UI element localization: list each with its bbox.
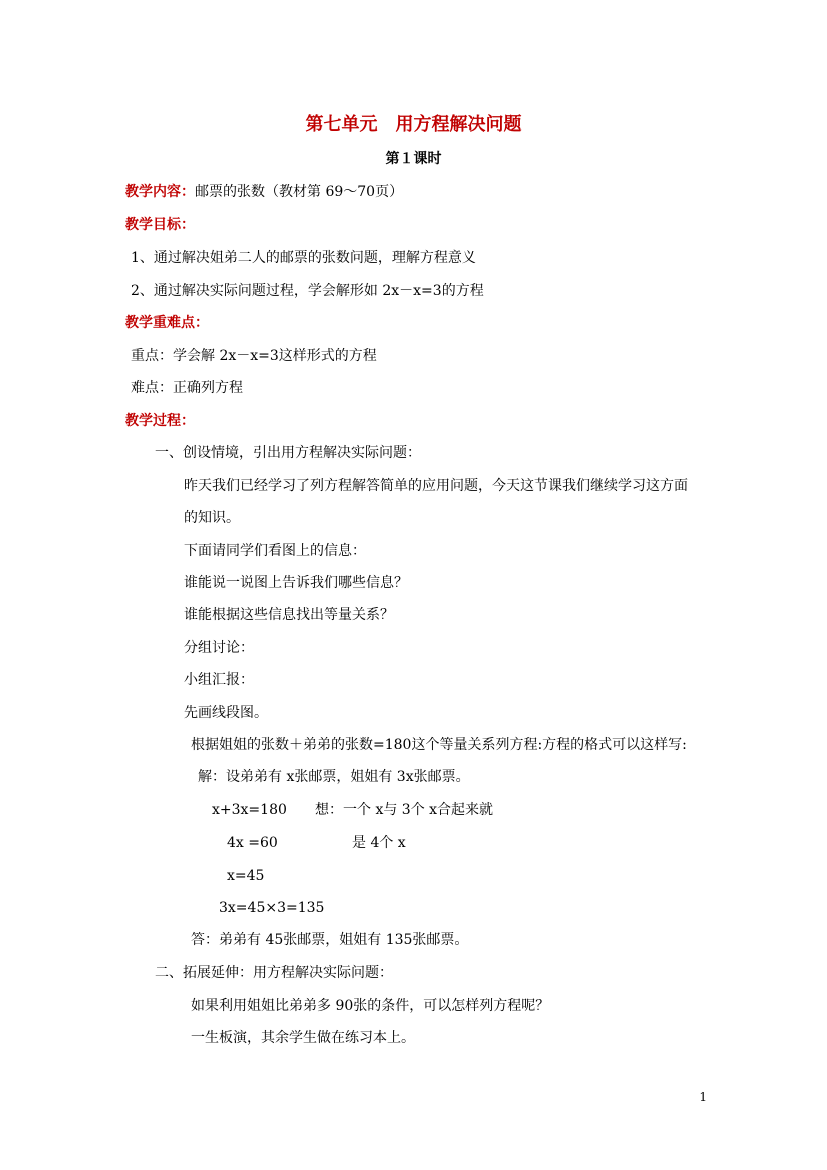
paragraph-7: 先画线段图。 bbox=[184, 705, 268, 721]
equation-3: x=45 bbox=[227, 868, 265, 884]
page-number: 1 bbox=[699, 1090, 707, 1104]
question-2: 一生板演，其余学生做在练习本上。 bbox=[191, 1030, 415, 1046]
page-title: 第七单元 用方程解决问题 bbox=[305, 114, 522, 135]
step2-heading: 二、拓展延伸：用方程解决实际问题： bbox=[155, 965, 393, 981]
paragraph-4: 谁能根据这些信息找出等量关系？ bbox=[184, 607, 394, 623]
difficulty-point: 难点：正确列方程 bbox=[131, 380, 243, 396]
answer-line: 答：弟弟有 45张邮票，姐姐有 135张邮票。 bbox=[191, 932, 469, 948]
goal-item-1: 1、通过解决姐弟二人的邮票的张数问题，理解方程意义 bbox=[131, 250, 476, 266]
paragraph-3: 谁能说一说图上告诉我们哪些信息？ bbox=[184, 575, 408, 591]
thinking-note-2: 是 4个 x bbox=[352, 835, 406, 851]
step1-heading: 一、创设情境，引出用方程解决实际问题： bbox=[155, 445, 421, 461]
goal-item-2: 2、通过解决实际问题过程，学会解形如 2x－x=3的方程 bbox=[131, 283, 484, 299]
paragraph-2: 下面请同学们看图上的信息： bbox=[184, 543, 366, 559]
equation-1: x+3x=180 bbox=[212, 802, 287, 818]
thinking-note-1: 想：一个 x与 3个 x合起来就 bbox=[315, 802, 494, 818]
paragraph-1-continued: 的知识。 bbox=[184, 510, 240, 526]
paragraph-1: 昨天我们已经学习了列方程解答简单的应用问题，今天这节课我们继续学习这方面 bbox=[184, 478, 688, 494]
teaching-process-label: 教学过程： bbox=[125, 413, 195, 429]
question-1: 如果利用姐姐比弟弟多 90张的条件，可以怎样列方程呢？ bbox=[191, 998, 550, 1014]
teaching-goals-label: 教学目标： bbox=[125, 217, 195, 233]
key-point: 重点：学会解 2x－x=3这样形式的方程 bbox=[131, 348, 377, 364]
teaching-content-text: 邮票的张数（教材第 69～70页） bbox=[195, 184, 404, 200]
teaching-content-label: 教学内容： bbox=[125, 184, 195, 200]
paragraph-5: 分组讨论： bbox=[184, 640, 254, 656]
solution-setup: 解：设弟弟有 x张邮票，姐姐有 3x张邮票。 bbox=[198, 769, 470, 785]
teaching-content-line bbox=[125, 183, 403, 201]
paragraph-8: 根据姐姐的张数＋弟弟的张数=180这个等量关系列方程:方程的格式可以这样写: bbox=[191, 737, 687, 753]
equation-2: 4x =60 bbox=[227, 835, 278, 851]
key-points-label: 教学重难点： bbox=[125, 315, 209, 331]
equation-4: 3x=45×3=135 bbox=[219, 900, 325, 916]
paragraph-6: 小组汇报： bbox=[184, 672, 254, 688]
lesson-subtitle: 第１课时 bbox=[385, 151, 442, 167]
